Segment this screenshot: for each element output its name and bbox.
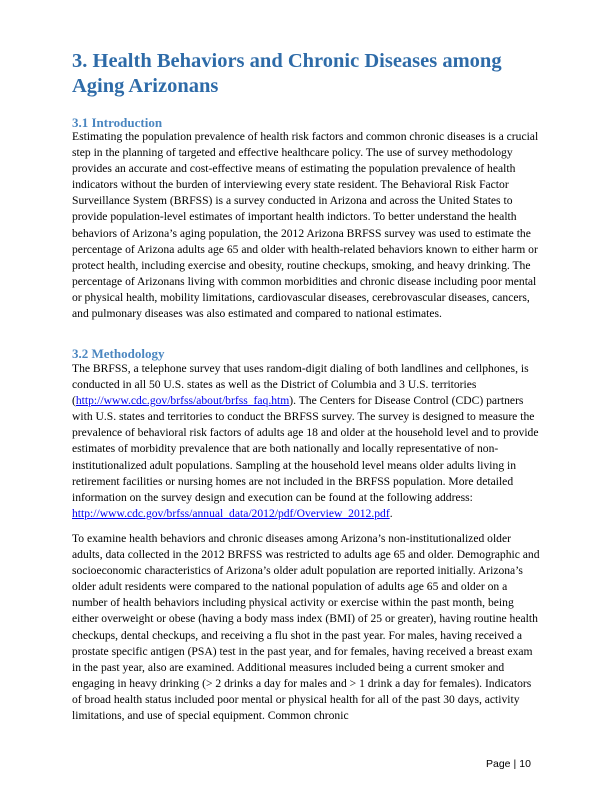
section-heading-methodology: 3.2 Methodology — [72, 346, 165, 361]
methodology-paragraph-1 — [72, 361, 542, 522]
page-separator: | — [513, 758, 517, 770]
page-label: Page — [486, 758, 511, 770]
page-footer — [486, 758, 531, 770]
methodology-text-part-1: The BRFSS, a telephone survey that uses random-digit dialing of both landlines and cellphones, is conducted in all 50 U.S. states as well as the District of Columbia and 3 U.S. territories ( — [72, 362, 529, 408]
methodology-text-part-2: ). The Centers for Disease Control (CDC) partners with U.S. states and territories to conduct the BRFSS survey. The survey is designed to measure the prevalence of behavioral risk factors of adults age 18 and older at the household level and to provide estimates of morbidity prevalence that are both nationally and locally representative of non-institutionalized adult populations. Sampling at the household level means older adults living in retirement facilities or nursing homes are not included in the BRFSS population. More detailed information on the survey design and execution can be found at the following address: — [72, 394, 539, 504]
brfss-overview-link[interactable]: http://www.cdc.gov/brfss/annual_data/2012/pdf/Overview_2012.pdf — [72, 506, 390, 520]
page-number: 10 — [519, 758, 531, 770]
methodology-text-part-3: . — [389, 506, 393, 520]
methodology-paragraph-2: To examine health behaviors and chronic diseases among Arizona’s non-institutionalized older adults, data collected in the 2012 BRFSS was restricted to adults age 65 and older. Demographic and socioeconomic characteristics of Arizona’s older adult population are reported initially. Arizona’s older adult residents were compared to the national population of adults age 65 and older on a number of health behaviors including physical activity or exercise within the past month, being either overweight or obese (having a body mass index (BMI) of 25 or greater), having routine health checkups, dental checkups, and receiving a flu shot in the past year. For males, having received a prostate specific antigen (PSA) test in the past year, and for females, having received a breast exam in the past year, also are examined. Additional measures included being a current smoker and engaging in heavy drinking (> 2 drinks a day for males and > 1 drink a day for females). Indicators of broad health status included poor mental or physical health for all of the past 30 days, activity limitations, and use of special equipment. Common chronic — [72, 532, 540, 723]
brfss-faq-link[interactable]: http://www.cdc.gov/brfss/about/brfss_faq.htm — [75, 394, 290, 408]
chapter-title: 3. Health Behaviors and Chronic Diseases among Aging Arizonans — [72, 50, 502, 97]
introduction-paragraph: Estimating the population prevalence of health risk factors and common chronic diseases is a crucial step in the planning of targeted and effective healthcare policy. The use of survey methodology provides an accurate and cost-effective means of estimating the population prevalence of health indicators without the burden of interviewing every state resident. The Behavioral Risk Factor Surveillance System (BRFSS) is a survey conducted in Arizona and across the United States to provide population-level estimates of important health indictors. To better understand the health behaviors of Arizona’s aging population, the 2012 Arizona BRFSS survey was used to estimate the percentage of Arizona adults age 65 and older with health-related behaviors known to either harm or protect health, including exercise and obesity, routine checkups, smoking, and heavy drinking. The percentage of Arizonans living with common morbidities and chronic disease including poor mental or physical health, mobility limitations, cardiovascular diseases, cerebrovascular diseases, cancers, and pulmonary diseases was also estimated and compared to national estimates. — [72, 130, 539, 321]
section-heading-introduction: 3.1 Introduction — [72, 115, 163, 130]
